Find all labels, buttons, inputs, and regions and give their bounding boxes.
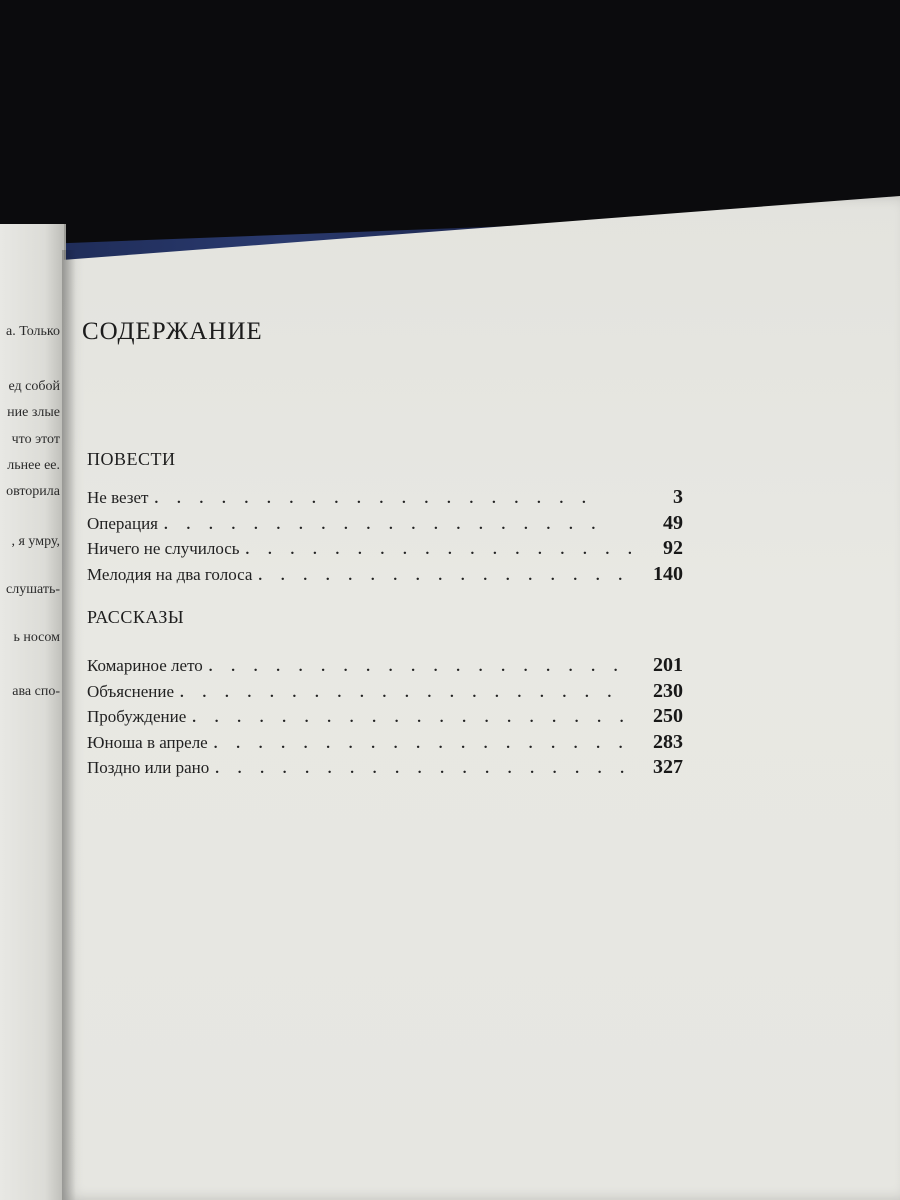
leader-dots bbox=[180, 685, 631, 702]
left-page-text: ние злые bbox=[7, 405, 60, 420]
section-title-povesti: ПОВЕСТИ bbox=[87, 449, 176, 469]
left-page-text: , я умру, bbox=[11, 534, 60, 549]
toc-entry[interactable] bbox=[87, 537, 683, 563]
left-page bbox=[0, 224, 66, 1200]
toc-entry[interactable] bbox=[87, 705, 683, 731]
leader-dots bbox=[154, 491, 631, 508]
toc-entry-page: 250 bbox=[653, 705, 683, 727]
toc-entry-title: Пробуждение bbox=[87, 707, 187, 726]
toc-entry[interactable] bbox=[87, 563, 683, 589]
left-page-text: ь носом bbox=[13, 630, 60, 645]
page-gutter bbox=[62, 250, 76, 1200]
leader-dots bbox=[246, 542, 631, 559]
left-page-text: ед собой bbox=[8, 379, 60, 394]
section-title-rasskazy: РАССКАЗЫ bbox=[87, 607, 185, 627]
left-page-text: а. Только bbox=[6, 324, 60, 339]
toc-entry-title: Не везет bbox=[87, 488, 149, 507]
left-page-text: что этот bbox=[11, 432, 60, 447]
left-page-text: овторила bbox=[6, 484, 60, 499]
toc-entry[interactable] bbox=[87, 512, 683, 538]
toc-entry[interactable] bbox=[87, 731, 683, 757]
leader-dots bbox=[209, 659, 631, 676]
left-page-text: ава спо- bbox=[12, 684, 60, 699]
toc-entry-title: Комариное лето bbox=[87, 656, 203, 675]
toc-entry-page: 201 bbox=[653, 654, 683, 676]
toc-list-rasskazy bbox=[87, 654, 683, 782]
left-page-text: слушать- bbox=[6, 582, 60, 597]
toc-entry-page: 230 bbox=[653, 679, 683, 702]
toc-entry[interactable] bbox=[87, 654, 683, 680]
toc-entry-page: 327 bbox=[653, 756, 683, 778]
toc-entry-page: 92 bbox=[663, 537, 683, 559]
leader-dots bbox=[258, 568, 631, 585]
toc-entry-title: Юноша в апреле bbox=[87, 732, 208, 752]
toc-entry-title: Объяснение bbox=[87, 681, 175, 701]
toc-list-povesti bbox=[87, 486, 683, 588]
toc-entry-title: Поздно или рано bbox=[87, 758, 210, 777]
toc-entry-title: Мелодия на два голоса bbox=[87, 564, 253, 584]
toc-entry-page: 3 bbox=[673, 486, 683, 508]
contents-title: СОДЕРЖАНИЕ bbox=[82, 318, 263, 345]
toc-entry-title: Операция bbox=[87, 513, 158, 533]
toc-entry-page: 140 bbox=[653, 562, 683, 585]
leader-dots bbox=[164, 517, 631, 534]
toc-entry[interactable] bbox=[87, 756, 683, 782]
toc-entry-page: 49 bbox=[663, 511, 683, 534]
toc-entry-title: Ничего не случилось bbox=[87, 539, 240, 558]
left-page-text: льнее ее. bbox=[7, 458, 60, 473]
leader-dots bbox=[192, 710, 631, 727]
leader-dots bbox=[214, 736, 631, 753]
toc-entry[interactable] bbox=[87, 680, 683, 706]
leader-dots bbox=[215, 761, 631, 778]
toc-entry[interactable] bbox=[87, 486, 683, 512]
toc-entry-page: 283 bbox=[653, 730, 683, 753]
